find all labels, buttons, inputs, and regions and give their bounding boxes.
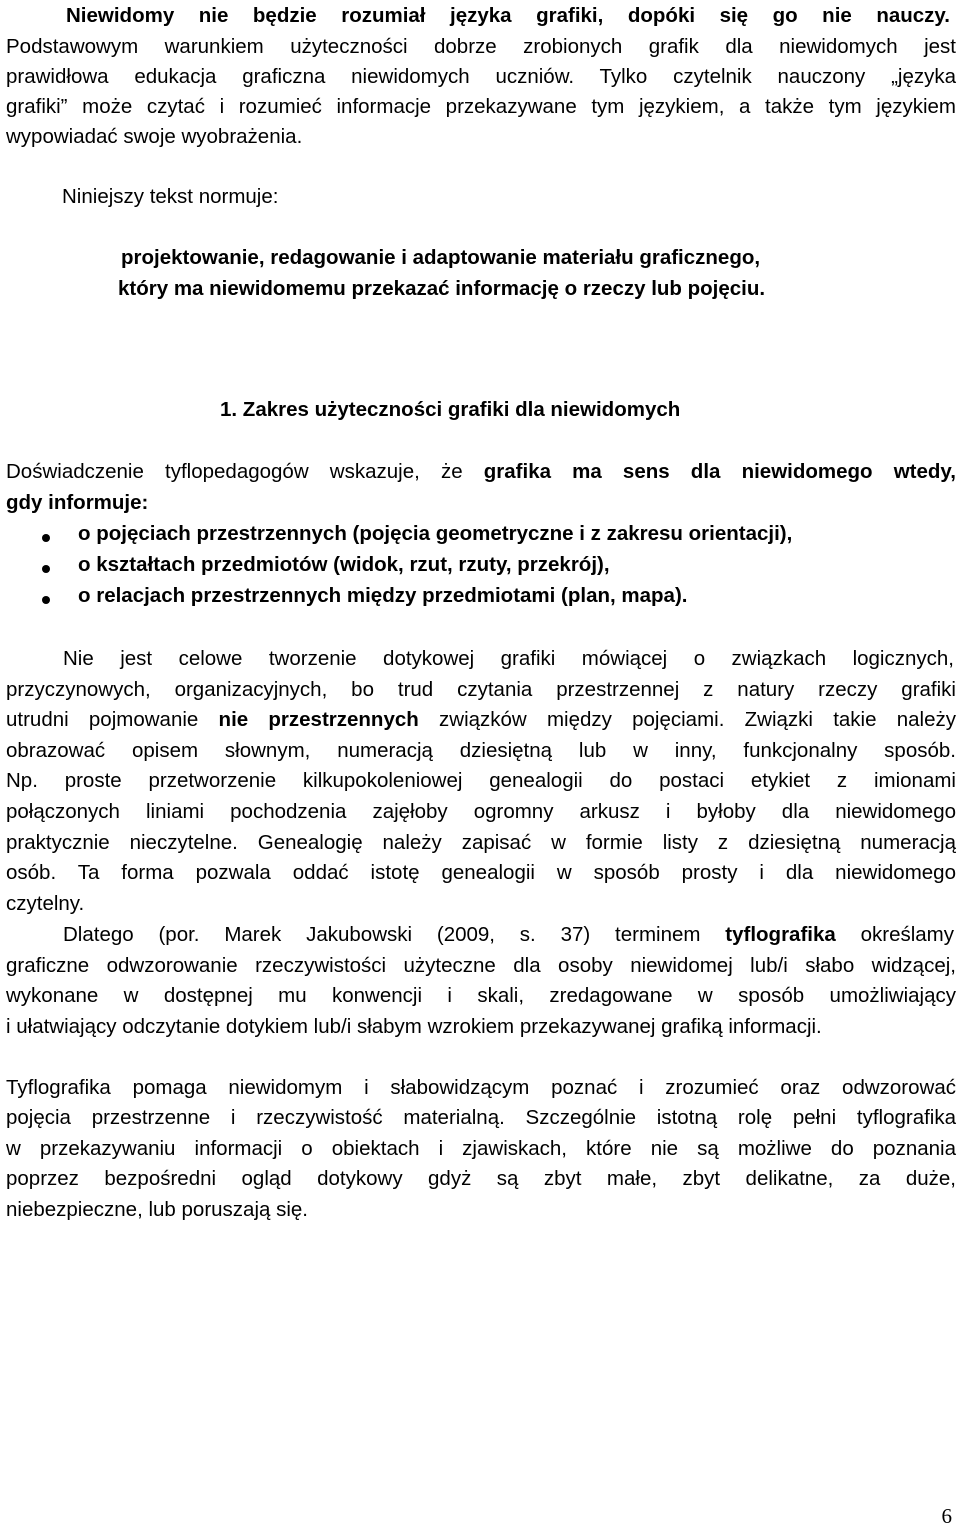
section-p2-line-4: obrazować opisem słownym, numeracją dziesiętną lub w inny, funkcjonalny sposób. [6, 739, 956, 762]
section-p2-line-1: Nie jest celowe tworzenie dotykowej grafiki mówiącej o związkach logicznych, [63, 647, 954, 670]
intro-line-5: wypowiadać swoje wyobrażenia. [6, 125, 303, 148]
section-p2-line-8: osób. Ta forma pozwala oddać istotę genealogii w sposób prosty i dla niewidomego [6, 861, 956, 884]
section-p1-text: Doświadczenie tyflopedagogów wskazuje, że [6, 460, 484, 483]
section-p4-line-1: Tyflografika pomaga niewidomym i słabowidzącym poznać i zrozumieć oraz odwzorować [6, 1076, 956, 1099]
section-p3-line-1 [63, 919, 954, 950]
intro-line-1 [66, 0, 950, 31]
section-p3-text-c: określamy [835, 923, 955, 946]
section-p1-line-1 [6, 456, 956, 487]
norm-line-1: projektowanie, redagowanie i adaptowanie materiału graficznego, [121, 246, 761, 269]
intro-line-4: grafiki” może czytać i rozumieć informacje przekazywane tym językiem, a także tym językiem [6, 95, 956, 118]
bullet-dot-icon [42, 596, 50, 604]
bullet-dot-icon [42, 534, 50, 542]
norm-line-2: który ma niewidomemu przekazać informację o rzeczy lub pojęciu. [118, 277, 766, 300]
section-p2-line-2: przyczynowych, organizacyjnych, bo trud czytania przestrzennej z natury rzeczy grafiki [6, 678, 956, 701]
section-p3-bold-term: tyflografika [725, 923, 836, 946]
section-heading: 1. Zakres użyteczności grafiki dla niewidomych [220, 398, 681, 421]
section-p3-text-a: Dlatego (por. Marek Jakubowski (2009, s. 37) terminem [63, 923, 726, 946]
section-p2-bold: nie przestrzennych [218, 708, 419, 731]
section-p4-line-5: niebezpieczne, lub poruszają się. [6, 1198, 308, 1221]
section-p3-line-3: wykonane w dostępnej mu konwencji i skali, zredagowane w sposób umożliwiający [6, 984, 956, 1007]
section-p2-line-6: połączonych liniami pochodzenia zajęłoby ogromny arkusz i byłoby dla niewidomego [6, 800, 956, 823]
section-p1-line-2: gdy informuje: [6, 491, 149, 514]
section-p2-line-5: Np. proste przetworzenie kilkupokoleniowej genealogii do postaci etykiet z imionami [6, 769, 956, 792]
section-p4-line-2: pojęcia przestrzenne i rzeczywistość materialną. Szczególnie istotną rolę pełni tyflografika [6, 1106, 956, 1129]
section-p2-text-a: utrudni pojmowanie [6, 708, 219, 731]
list-item: o kształtach przedmiotów (widok, rzut, rzuty, przekrój), [78, 553, 610, 576]
list-item: o relacjach przestrzennych między przedmiotami (plan, mapa). [78, 584, 688, 607]
section-p2-line-9: czytelny. [6, 892, 85, 915]
section-p4-line-4: poprzez bezpośredni ogląd dotykowy gdyż są zbyt małe, zbyt delikatne, za duże, [6, 1167, 956, 1190]
norm-label: Niniejszy tekst normuje: [62, 185, 279, 208]
bullet-dot-icon [42, 565, 50, 573]
section-p2-line-3 [6, 704, 956, 735]
section-p3-line-2: graficzne odwzorowanie rzeczywistości użyteczne dla osoby niewidomej lub/i słabo widzącej, [6, 954, 956, 977]
list-item: o pojęciach przestrzennych (pojęcia geometryczne i z zakresu orientacji), [78, 522, 793, 545]
intro-line-2: Podstawowym warunkiem użyteczności dobrze zrobionych grafik dla niewidomych jest [6, 35, 956, 58]
page-number: 6 [941, 1504, 952, 1528]
intro-bold-sentence: Niewidomy nie będzie rozumiał języka grafiki, dopóki się go nie nauczy. [66, 4, 950, 27]
section-p3-line-4: i ułatwiający odczytanie dotykiem lub/i słabym wzrokiem przekazywanej grafiką informacji. [6, 1015, 822, 1038]
section-p4-line-3: w przekazywaniu informacji o obiektach i zjawiskach, które nie są możliwe do poznania [6, 1137, 956, 1160]
intro-line-3: prawidłowa edukacja graficzna niewidomych uczniów. Tylko czytelnik nauczony „języka [6, 65, 956, 88]
section-p1-bold: grafika ma sens dla niewidomego wtedy, [483, 460, 956, 483]
section-p2-text-c: związków między pojęciami. Związki takie należy [418, 708, 956, 731]
section-p2-line-7: praktycznie nieczytelne. Genealogię należy zapisać w formie listy z dziesiętną numeracją [6, 831, 956, 854]
